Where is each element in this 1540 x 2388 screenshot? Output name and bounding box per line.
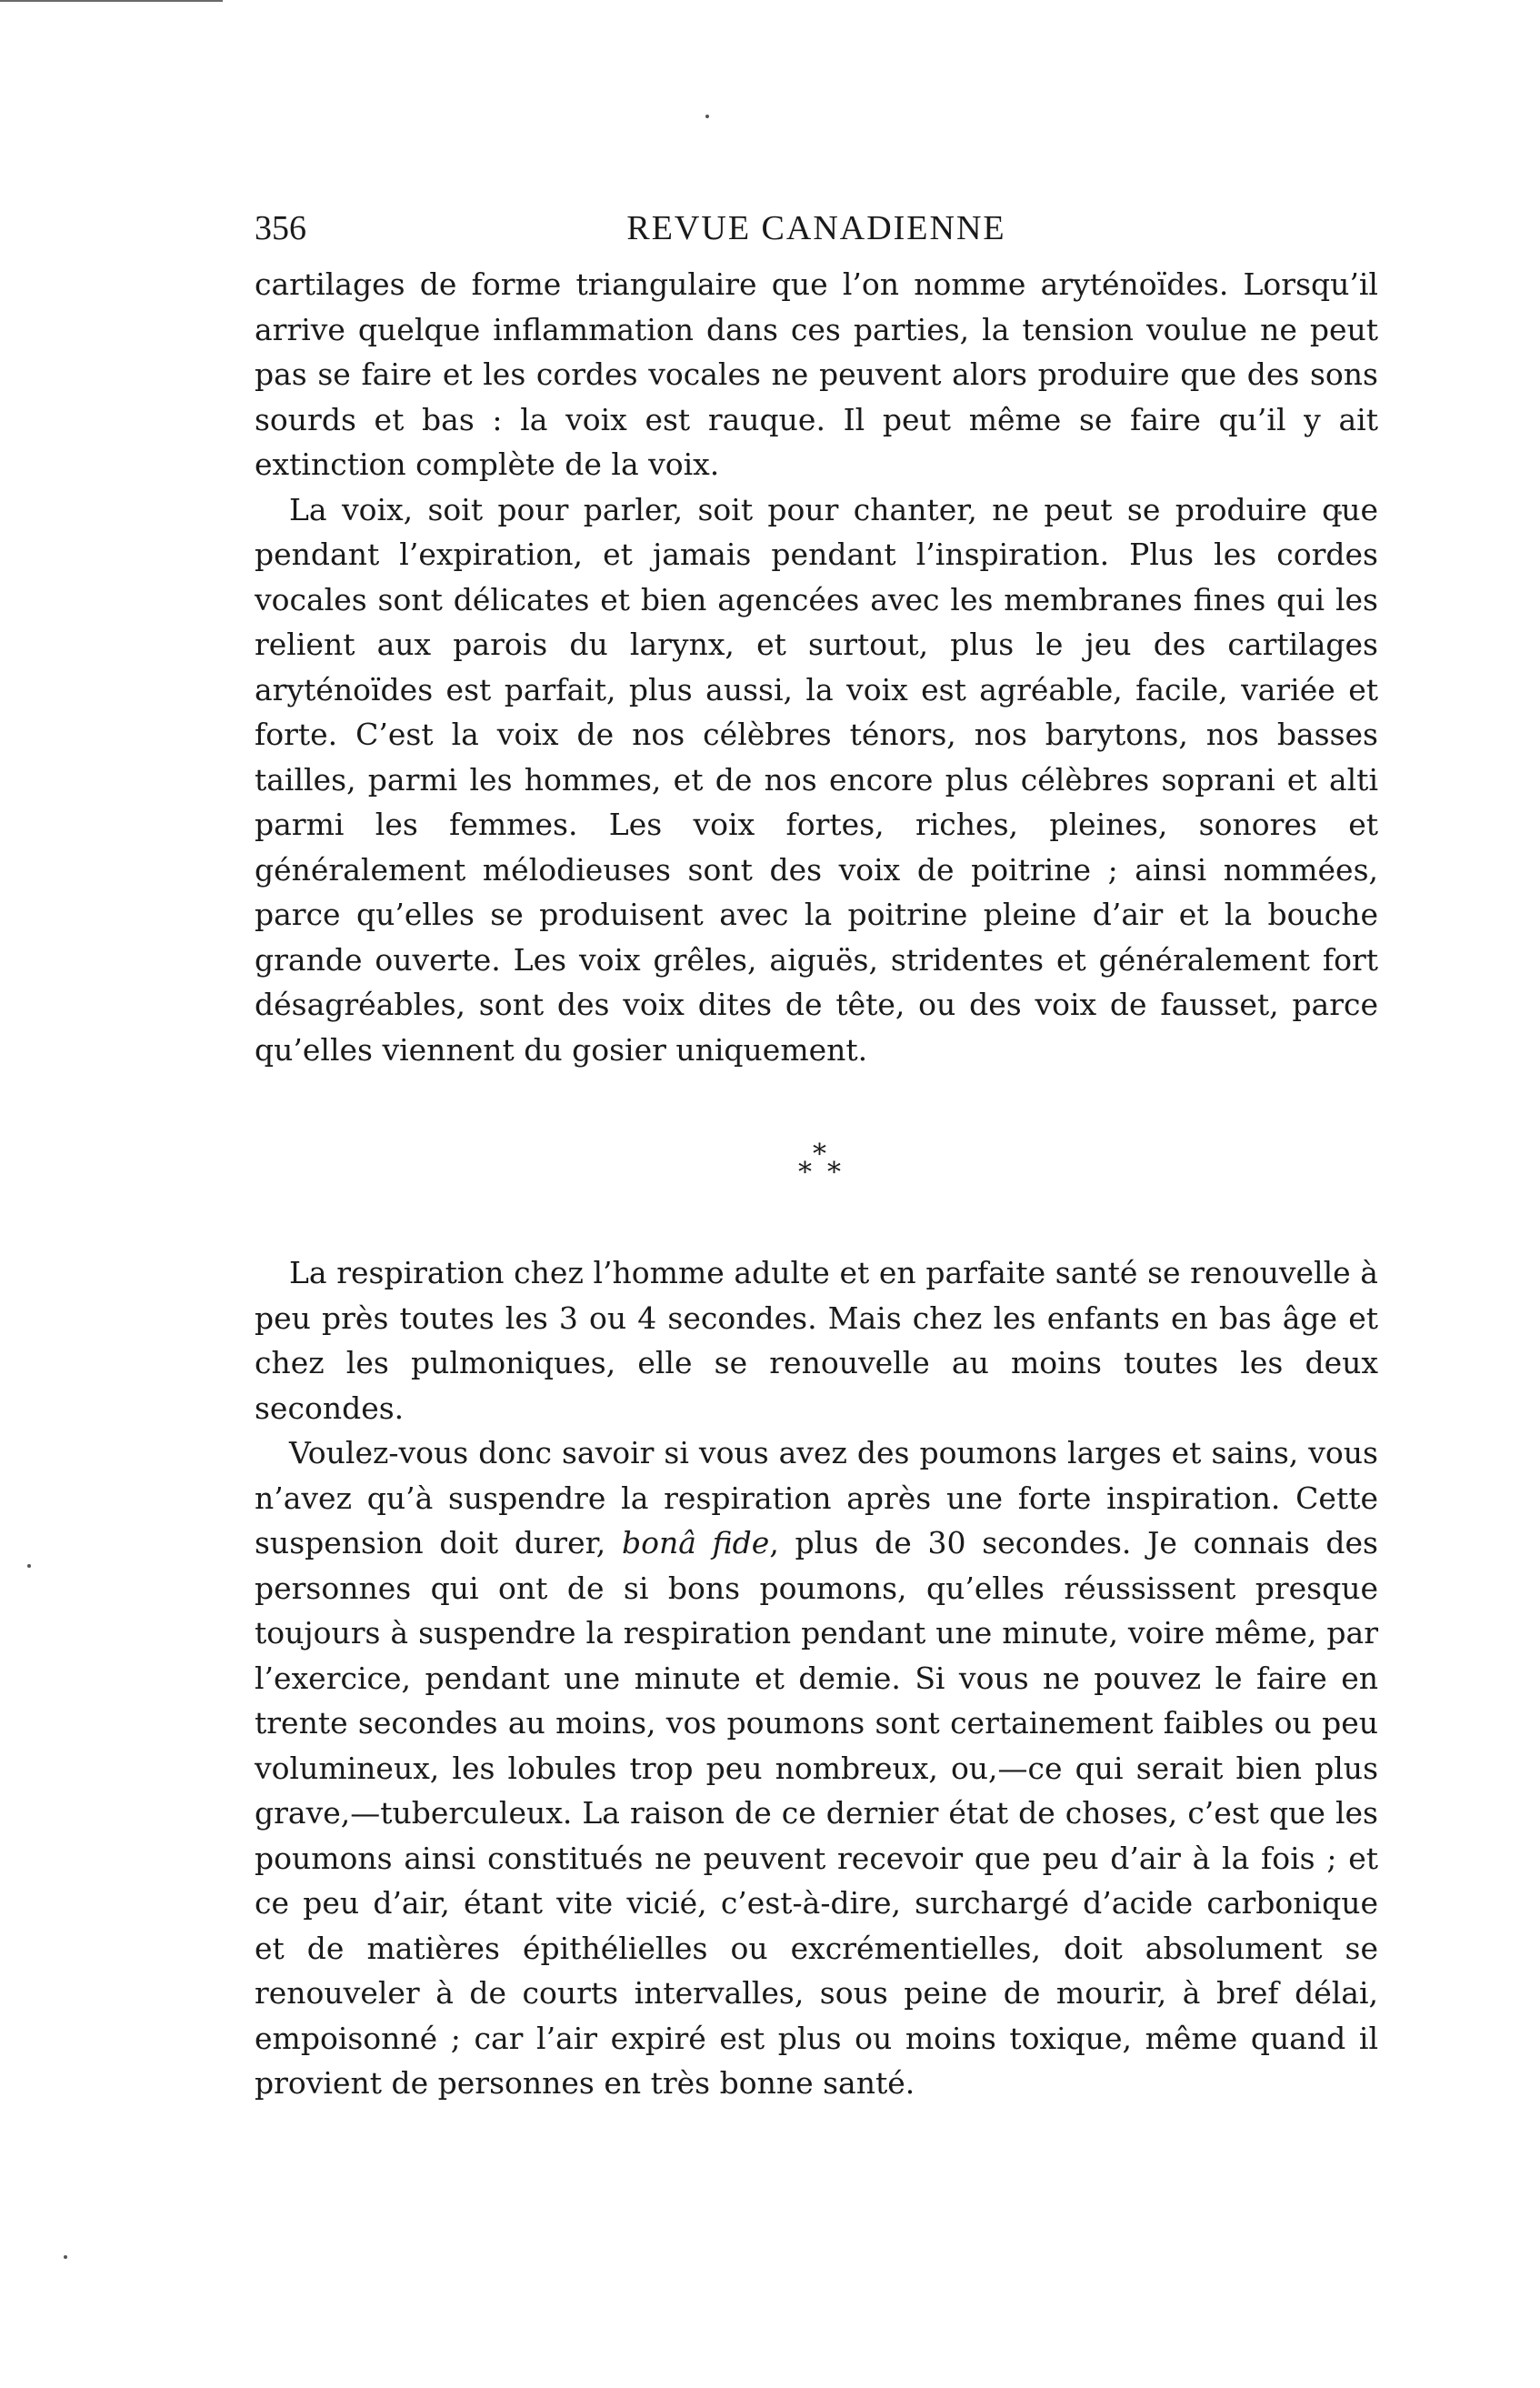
stray-mark xyxy=(705,115,709,118)
paragraph: La voix, soit pour parler, soit pour chanter, ne peut se produire que pendant l’expiration, et jamais pendant l’inspiration. Plus les cordes vocales sont délicates et bien agencées avec les membranes fines qui les relient aux parois du larynx, et surtout, plus le jeu des cartilages aryténoïdes est parfait, plus aussi, la voix est agréable, facile, variée et forte. C’est la voix de nos célèbres ténors, nos barytons, nos basses tailles, parmi les hommes, et de nos encore plus célèbres soprani et alti parmi les femmes. Les voix fortes, riches, pleines, sonores et généralement mélodieuses sont des voix de poitrine ; ainsi nommées, parce qu’elles se produisent avec la poitrine pleine d’air et la bouche grande ouverte. Les voix grêles, aiguës, stridentes et généralement fort désagréables, sont des voix dites de tête, ou des voix de fausset, parce qu’elles viennent du gosier uniquement. xyxy=(255,491,1378,1068)
text-block-respiration xyxy=(255,1250,1378,2106)
page-header xyxy=(255,206,1378,251)
scan-edge-rule xyxy=(0,0,223,2)
running-title: REVUE CANADIENNE xyxy=(626,209,1006,247)
paragraph xyxy=(255,1430,1378,2106)
asterism-star: * xyxy=(813,1139,826,1170)
paragraph: cartilages de forme triangulaire que l’on nomme aryténoïdes. Lorsqu’il arrive quelque inflammation dans ces parties, la tension voulue ne peut pas se faire et les cordes vocales ne peuvent alors produire que des sons sourds et bas : la voix est rauque. Il peut même se faire qu’il y ait extinction complète de la voix. xyxy=(255,266,1378,482)
asterism-star: * xyxy=(827,1157,841,1189)
stray-mark xyxy=(64,2255,67,2259)
book-page xyxy=(255,206,1378,2106)
text-block-voice xyxy=(255,262,1378,1072)
paragraph: La respiration chez l’homme adulte et en parfaite santé se renouvelle à peu près toutes les 3 ou 4 secondes. Mais chez les enfants en bas âge et chez les pulmoniques, elle se renouvelle au moins toutes les deux secondes. xyxy=(255,1255,1378,1426)
paragraph-text: Voulez-vous donc savoir si vous avez des poumons larges et sains, vous n’avez qu’à suspendre la respiration après une forte inspiration. Cette suspension doit durer, xyxy=(255,1435,1378,1560)
italic-phrase: bonâ fide xyxy=(621,1525,770,1560)
section-break-asterism xyxy=(255,1109,1378,1236)
paragraph-text: , plus de 30 secondes. Je connais des personnes qui ont de si bons poumons, qu’elles réussissent presque toujours à suspendre la respiration pendant une minute, voire même, par l’exercice, pendant une minute et demie. Si vous ne pouvez le faire en trente secondes au moins, vos poumons sont certainement faibles ou peu volumineux, les lobules trop peu nombreux, ou,—ce qui serait bien plus grave,—tuberculeux. La raison de ce dernier état de choses, c’est que les poumons ainsi constitués ne peuvent recevoir que peu d’air à la fois ; et ce peu d’air, étant vite vicié, c’est-à-dire, surchargé d’acide carbonique et de matières épithélielles ou excrémentielles, doit absolument se renouveler à de courts intervalles, sous peine de mourir, à bref délai, empoisonné ; car l’air expiré est plus ou moins toxique, même quand il provient de personnes en très bonne santé. xyxy=(255,1525,1378,2101)
asterism-star: * xyxy=(798,1157,812,1189)
page-number: 356 xyxy=(255,209,306,247)
stray-mark xyxy=(27,1564,31,1568)
